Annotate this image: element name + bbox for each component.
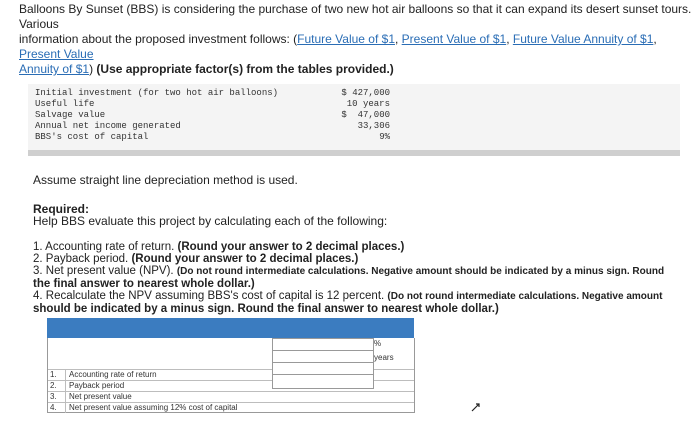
intro-line-3 [19,62,694,77]
panel-divider [28,150,680,156]
link-present-value[interactable]: Present Value of $1 [401,32,507,46]
data-label: Salvage value [35,110,106,120]
item-instruction: should be indicated by a minus sign. Round the final answer to nearest whole dollar.) [33,303,499,315]
item-instruction: (Do not round intermediate calculations. Negative amount [387,291,663,302]
unit-label: % [374,339,382,348]
row-label: Net present value assuming 12% cost of capital [65,403,339,413]
data-row [35,121,390,132]
data-row [35,99,390,110]
list-item [33,241,673,253]
list-item [33,303,673,315]
item-text: 3. Net present value (NPV). [33,265,177,277]
link-future-value[interactable]: Future Value of $1 [297,32,395,46]
link-present-value-annuity-part2[interactable]: Annuity of $1 [19,62,90,76]
row-number: 4. [50,403,57,412]
row-label: Accounting rate of return [65,370,339,380]
intro-line-2-text: information about the proposed investment follows: ( [19,32,298,46]
data-row [35,110,390,121]
investment-data-panel [28,84,680,156]
data-label: Annual net income generated [35,121,181,131]
problem-intro [19,2,694,77]
intro-line-2: information about the proposed investment follows: (Future Value of $1, Present Value of $1, Future Value Annuity of $1, Present Value [19,32,657,61]
required-heading-label: Required: [33,202,90,216]
assumption-text: Assume straight line depreciation method is used. [33,173,298,187]
data-row [35,132,390,143]
data-row [35,88,390,99]
data-label: Initial investment (for two hot air balloons) [35,88,279,98]
item-instruction: (Round your answer to 2 decimal places.) [131,253,359,265]
table-header [47,318,414,338]
table-row [48,402,414,413]
intro-line-3-text: ) [89,62,97,76]
list-item [33,265,673,278]
row-label: Net present value [65,392,339,402]
mouse-cursor-icon [471,402,481,412]
item-instruction: (Do not round intermediate calculations. Negative amount should be indicated by a minus sign. Round [176,266,665,277]
table-row [48,391,414,402]
row-number: 1. [50,370,57,379]
data-label: Useful life [35,99,95,109]
item-instruction: (Round your answer to 2 decimal places.) [177,241,405,253]
row-label: Payback period [65,381,339,391]
row-number: 2. [50,381,57,390]
data-value: 10 years [346,99,390,109]
link-future-value-annuity[interactable]: Future Value Annuity of $1 [512,32,654,46]
data-value: 33,306 [357,121,390,131]
item-instruction: the final answer to nearest whole dollar.) [33,278,255,290]
item-text: 4. Recalculate the NPV assuming BBS's cost of capital is 12 percent. [33,290,388,302]
intro-line-1: Balloons By Sunset (BBS) is considering the purchase of two new hot air balloons so that it can expand its desert sunset tours. Various [19,2,692,31]
data-label: BBS's cost of capital [35,132,149,142]
instruction: (Use appropriate factor(s) from the tables provided.) [96,62,394,76]
link-present-value-annuity-part1[interactable]: Present Value [19,47,94,61]
data-value: $ 427,000 [341,88,390,98]
data-value: 9% [379,132,390,142]
requirements-list [33,241,673,315]
item-text: 2. Payback period. [33,253,132,265]
row-number: 3. [50,392,57,401]
list-item [33,253,673,265]
list-item [33,290,673,303]
data-value: $ 47,000 [341,110,390,120]
npv-12-percent-input[interactable] [272,374,374,389]
item-text: 1. Accounting rate of return. [33,241,178,253]
unit-label: years [374,353,394,362]
required-subheading: Help BBS evaluate this project by calculating each of the following: [33,214,388,228]
list-item [33,278,673,290]
